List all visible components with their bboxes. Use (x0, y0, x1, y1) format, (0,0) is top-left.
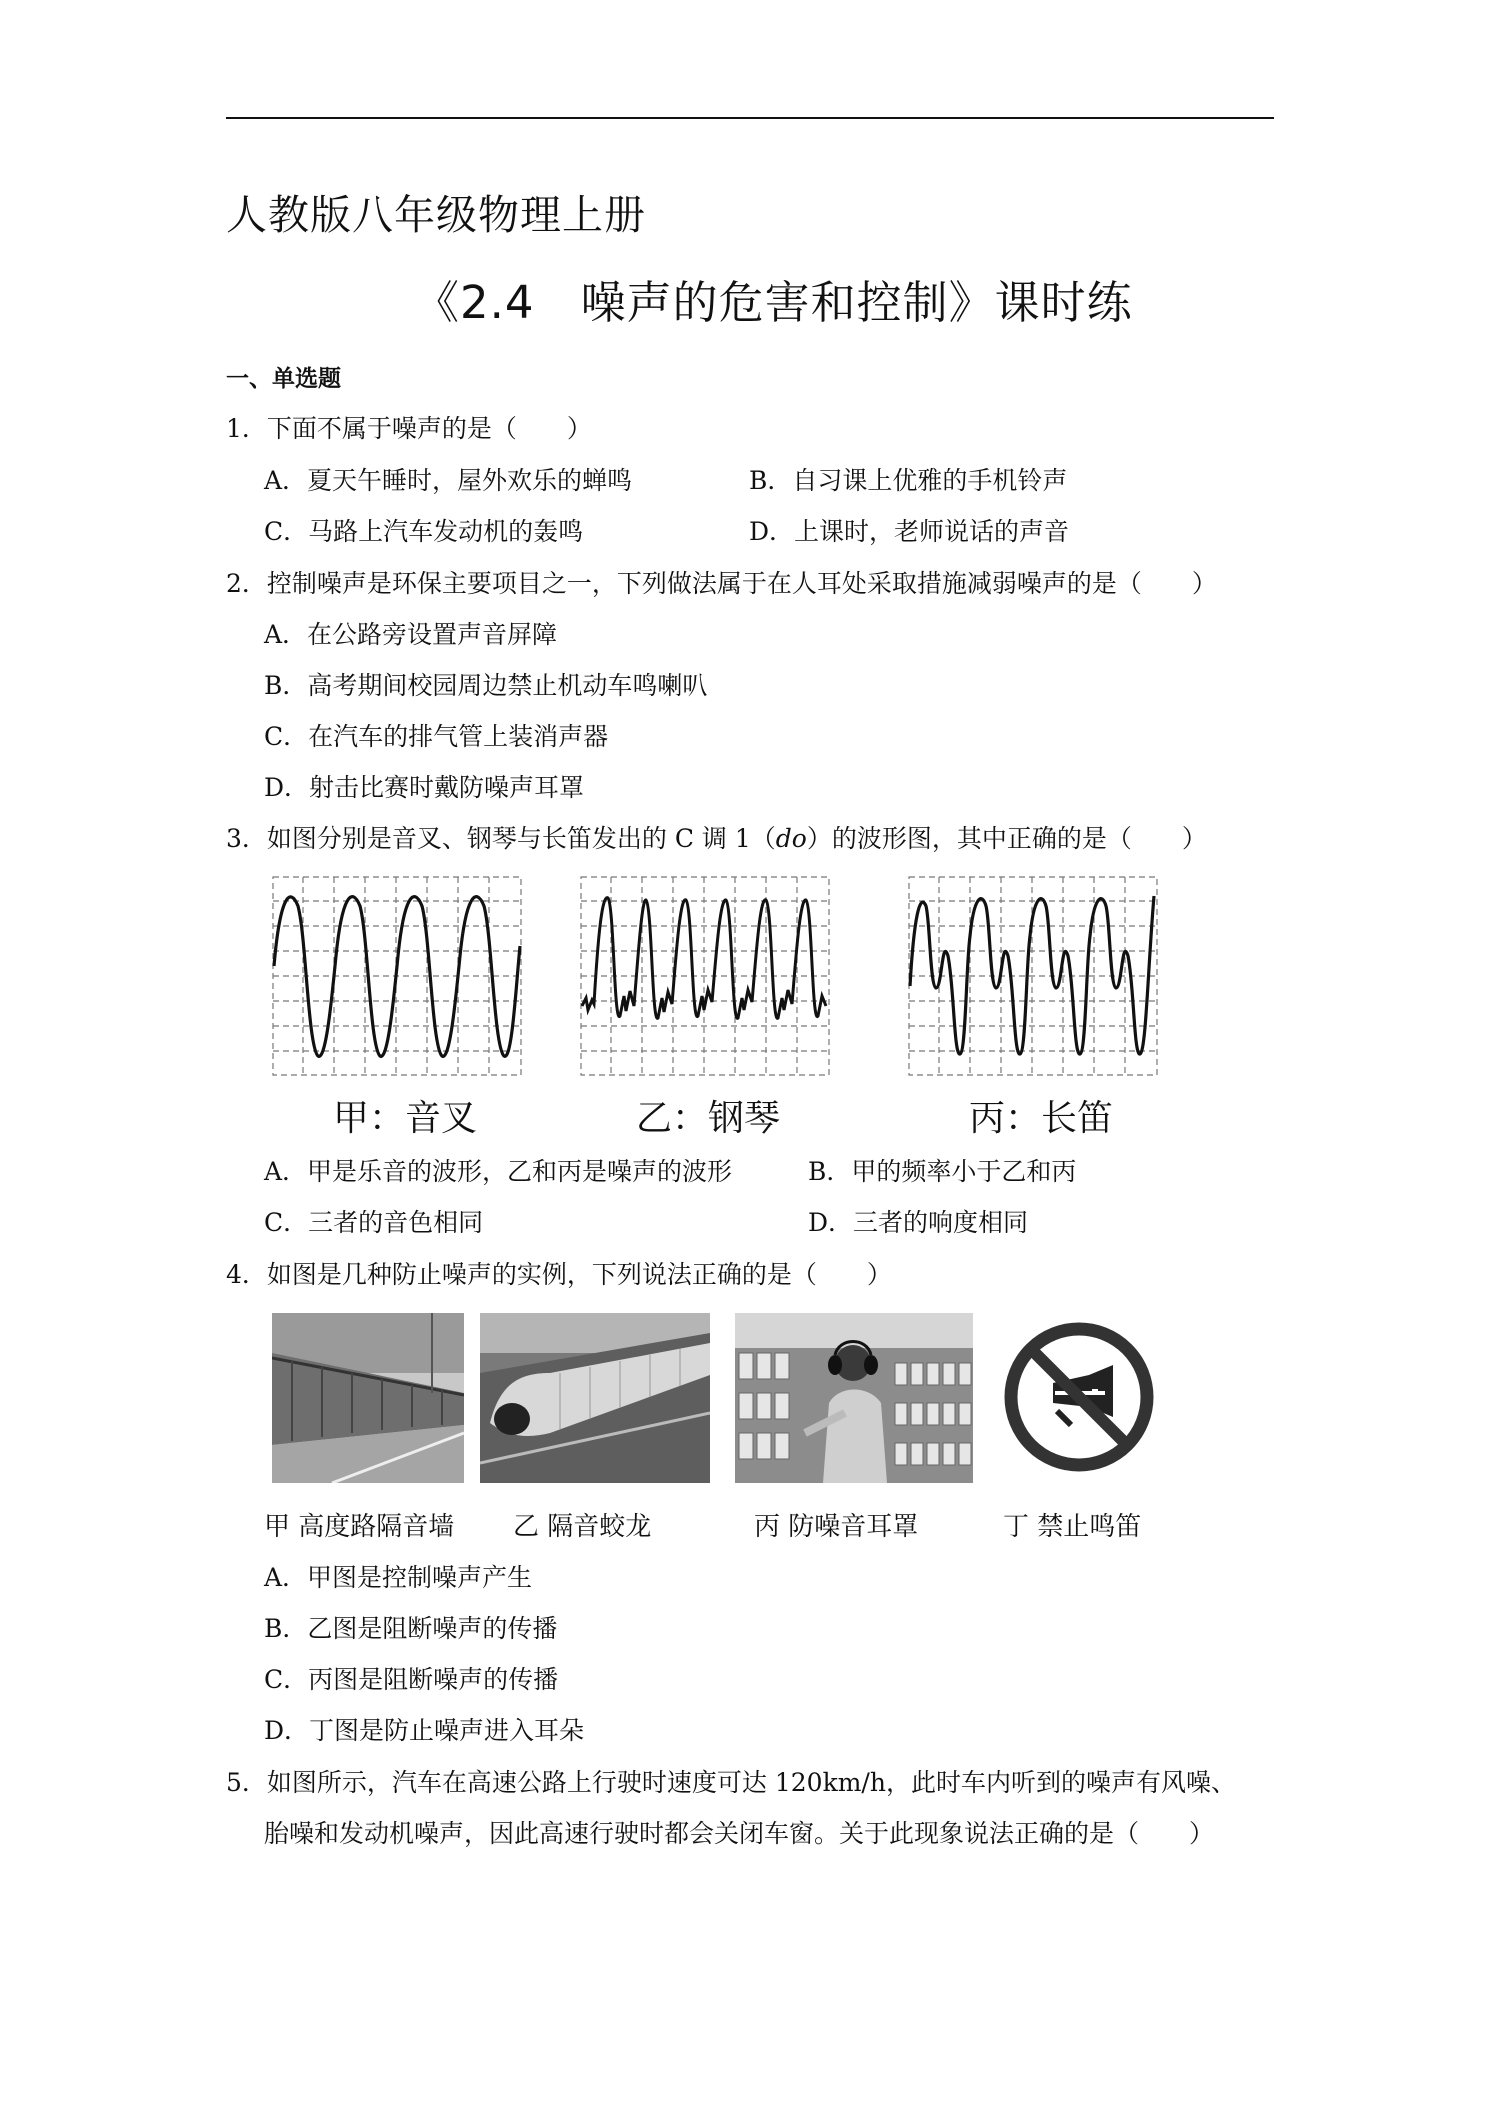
q2-option-b: B．高考期间校园周边禁止机动车鸣喇叭 (264, 671, 708, 700)
q1-option-c: C．马路上汽车发动机的轰鸣 (264, 517, 584, 546)
question-4-stem: 4．如图是几种防止噪声的实例，下列说法正确的是（ ） (226, 1260, 892, 1289)
document-title: 人教版八年级物理上册 (226, 191, 646, 239)
noise-tunnel-photo (480, 1313, 710, 1483)
sound-barrier-photo (272, 1313, 464, 1483)
q3-option-b: B．甲的频率小于乙和丙 (808, 1157, 1077, 1186)
solfege-do: do (775, 824, 807, 853)
question-1-stem: 1．下面不属于噪声的是（ ） (226, 414, 592, 443)
question-2-stem: 2．控制噪声是环保主要项目之一，下列做法属于在人耳处采取措施减弱噪声的是（ ） (226, 569, 1217, 598)
ear-muff-photo (735, 1313, 973, 1483)
question-3-stem: 3．如图分别是音叉、钢琴与长笛发出的 C 调 1（do）的波形图，其中正确的是（ ） (226, 824, 1207, 853)
section-heading: 一、单选题 (226, 366, 341, 392)
q3-option-a: A．甲是乐音的波形，乙和丙是噪声的波形 (264, 1157, 733, 1186)
header-rule (226, 117, 1274, 119)
fig-caption-tunnel: 乙 隔音蛟龙 (513, 1512, 652, 1542)
q1-option-a: A．夏天午睡时，屋外欢乐的蝉鸣 (264, 466, 633, 495)
question-5-stem-line1: 5．如图所示，汽车在高速公路上行驶时速度可达 120km/h，此时车内听到的噪声有风噪、 (226, 1768, 1236, 1797)
q2-option-d: D．射击比赛时戴防噪声耳罩 (264, 773, 585, 802)
q4-option-b: B．乙图是阻断噪声的传播 (264, 1614, 558, 1643)
flute-waveform (908, 876, 1158, 1076)
piano-waveform (580, 876, 830, 1076)
q4-option-a: A．甲图是控制噪声产生 (264, 1563, 533, 1592)
q3-option-c: C．三者的音色相同 (264, 1208, 484, 1237)
document-subtitle: 《2.4 噪声的危害和控制》课时练 (414, 276, 1133, 329)
q3-option-d: D．三者的响度相同 (808, 1208, 1029, 1237)
tuning-fork-waveform (272, 876, 522, 1076)
question-5-stem-line2: 胎噪和发动机噪声，因此高速行驶时都会关闭车窗。关于此现象说法正确的是（ ） (264, 1819, 1215, 1848)
q2-option-c: C．在汽车的排气管上装消声器 (264, 722, 609, 751)
fig-caption-no-horn: 丁 禁止鸣笛 (1003, 1512, 1142, 1542)
fig-caption-tuning-fork: 甲：音叉 (333, 1098, 478, 1139)
no-horn-sign-icon (995, 1313, 1163, 1481)
q4-option-c: C．丙图是阻断噪声的传播 (264, 1665, 559, 1694)
q4-option-d: D．丁图是防止噪声进入耳朵 (264, 1716, 585, 1745)
fig-caption-flute: 丙：长笛 (969, 1098, 1114, 1139)
q1-option-b: B．自习课上优雅的手机铃声 (749, 466, 1068, 495)
fig-caption-ear-muff: 丙 防噪音耳罩 (754, 1512, 919, 1542)
q1-option-d: D．上课时，老师说话的声音 (749, 517, 1070, 546)
fig-caption-sound-wall: 甲 高度路隔音墙 (264, 1512, 455, 1542)
q2-option-a: A．在公路旁设置声音屏障 (264, 620, 558, 649)
fig-caption-piano: 乙：钢琴 (636, 1098, 781, 1139)
